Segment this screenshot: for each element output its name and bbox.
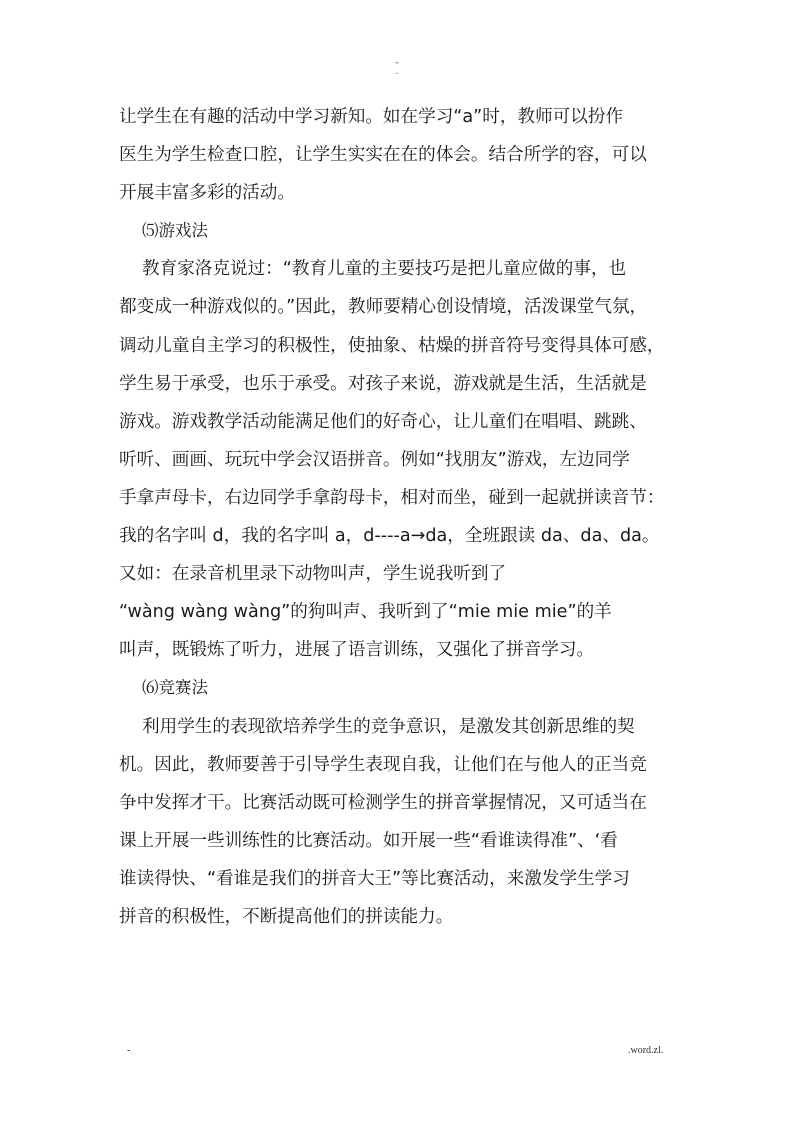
section-heading-competition-method: ⑹竞赛法 bbox=[142, 678, 208, 698]
page-header-mark bbox=[390, 58, 404, 76]
paragraph-line: 我的名字叫 d，我的名字叫 a，d----a→da，全班跟读 da、da、da。 bbox=[119, 526, 660, 547]
paragraph-line: 叫声，既锻炼了听力，进展了语言训练，又强化了拼音学习。 bbox=[119, 640, 595, 661]
section-heading-game-method: ⑸游戏法 bbox=[142, 221, 208, 241]
footer-left-mark: - bbox=[127, 1045, 131, 1056]
paragraph-line: 拼音的积极性，不断提高他们的拼读能力。 bbox=[119, 906, 454, 927]
document-body bbox=[119, 98, 679, 936]
footer-right-mark: .word.zl. bbox=[628, 1045, 664, 1056]
header-dot: . bbox=[395, 66, 399, 76]
paragraph-line: 听听、画画、玩玩中学会汉语拼音。例如“找朋友”游戏，左边同学 bbox=[119, 449, 630, 470]
paragraph-line: 利用学生的表现欲培养学生的竞争意识，是激发其创新思维的契 bbox=[142, 716, 635, 737]
paragraph-line: “wàng wàng wàng”的狗叫声、我听到了“mie mie mie”的羊 bbox=[119, 602, 612, 623]
paragraph-line: 课上开展一些训练性的比赛活动。如开展一些“看谁读得准”、‘看 bbox=[119, 830, 618, 851]
paragraph-line: 争中发挥才干。比赛活动既可检测学生的拼音掌握情况，又可适当在 bbox=[119, 792, 647, 813]
paragraph-line: 医生为学生检查口腔，让学生实实在在的体会。结合所学的容，可以 bbox=[119, 145, 647, 166]
paragraph-line: 机。因此，教师要善于引导学生表现自我，让他们在与他人的正当竞 bbox=[119, 754, 647, 775]
paragraph-line: 游戏。游戏教学活动能满足他们的好奇心，让儿童们在唱唱、跳跳、 bbox=[119, 411, 647, 432]
paragraph-line: 手拿声母卡，右边同学手拿韵母卡，相对而坐，碰到一起就拼读音节： bbox=[119, 487, 665, 508]
paragraph-line: 又如：在录音机里录下动物叫声，学生说我听到了 bbox=[119, 564, 507, 585]
paragraph-line: 学生易于承受，也乐于承受。对孩子来说，游戏就是生活，生活就是 bbox=[119, 373, 647, 394]
paragraph-line: 让学生在有趣的活动中学习新知。如在学习“a”时，教师可以扮作 bbox=[119, 107, 624, 127]
paragraph-line: 教育家洛克说过：“教育儿童的主要技巧是把儿童应做的事，也 bbox=[142, 259, 627, 280]
paragraph-line: 开展丰富多彩的活动。 bbox=[119, 183, 295, 204]
paragraph-line: 谁读得快、“看谁是我们的拼音大王”等比赛活动，来激发学生学习 bbox=[119, 868, 630, 889]
paragraph-line: 都变成一种游戏似的。”因此，教师要精心创设情境，活泼课堂气氛， bbox=[119, 297, 648, 318]
paragraph-line: 调动儿童自主学习的积极性，使抽象、枯燥的拼音符号变得具体可感， bbox=[119, 335, 665, 356]
header-dash: - bbox=[395, 57, 399, 67]
